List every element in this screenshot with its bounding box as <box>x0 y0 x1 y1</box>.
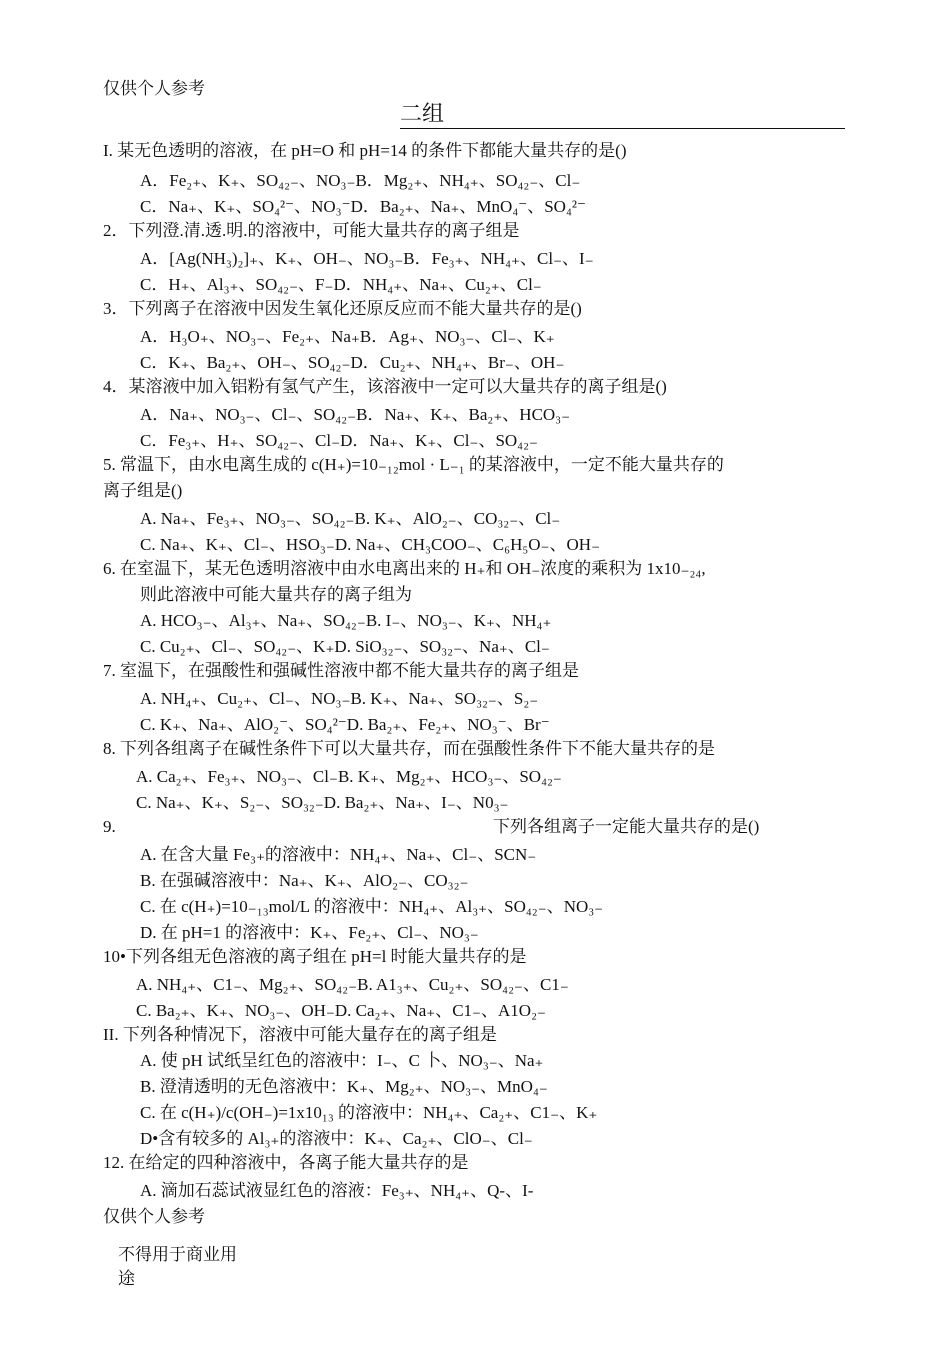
question-line: A. 使 pH 试纸呈红色的溶液中：I₋、C 卜、NO₃₋、Na₊ <box>140 1051 544 1070</box>
question-line: D•含有较多的 Al₃₊的溶液中：K₊、Ca₂₊、ClO₋、Cl₋ <box>140 1129 533 1148</box>
footer-disclaimer-line1: 不得用于商业用 <box>118 1245 237 1264</box>
footer-note: 仅供个人参考 <box>103 1207 205 1226</box>
question-line: C．Na₊、K₊、SO₄²⁻、NO₃⁻D．Ba₂₊、Na₊、MnO₄⁻、SO₄²⁻ <box>140 197 586 216</box>
question-line: 则此溶液中可能大量共存的离子组为 <box>140 585 412 604</box>
question-line: A．H₃O₊、NO₃₋、Fe₂₊、Na₊B．Ag₊、NO₃₋、Cl₋、K₊ <box>140 327 555 346</box>
question-line: B. 澄清透明的无色溶液中：K₊、Mg₂₊、NO₃₋、MnO₄₋ <box>140 1077 548 1096</box>
question-line: A．Fe₂₊、K₊、SO₄₂₋、NO₃₋B．Mg₂₊、NH₄₊、SO₄₂₋、Cl₋ <box>140 171 581 190</box>
question-line: C. 在 c(H₊)/c(OH₋)=1x10₁₃ 的溶液中：NH₄₊、Ca₂₊、C1₋、K₊ <box>140 1103 598 1122</box>
question-line: A. 在含大量 Fe₃₊的溶液中：NH₄₊、Na₊、Cl₋、SCN₋ <box>140 845 537 864</box>
question-line: A. Na₊、Fe₃₊、NO₃₋、SO₄₂₋B. K₊、AlO₂₋、CO₃₂₋、Cl₋ <box>140 509 561 528</box>
header-note: 仅供个人参考 <box>103 79 205 98</box>
question-line: C. Ba₂₊、K₊、NO₃₋、OH₋D. Ca₂₊、Na₊、C1₋、A1O₂₋ <box>136 1001 546 1020</box>
question-line: A. HCO₃₋、Al₃₊、Na₊、SO₄₂₋B. I₋、NO₃₋、K₊、NH₄₊ <box>140 611 552 630</box>
question-line: 5. 常温下，由水电离生成的 c(H₊)=10₋₁₂mol · L₋₁ 的某溶液中，一定不能大量共存的 <box>103 455 724 474</box>
question-line: 离子组是() <box>103 481 183 500</box>
question-line: A. Ca₂₊、Fe₃₊、NO₃₋、Cl₋B. K₊、Mg₂₊、HCO₃₋、SO₄₂₋ <box>136 767 562 786</box>
question-line: D. 在 pH=1 的溶液中：K₊、Fe₂₊、Cl₋、NO₃₋ <box>140 923 479 942</box>
question-line: A. 滴加石蕊试液显红色的溶液：Fe₃₊、NH₄₊、Q-、I- <box>140 1181 534 1200</box>
question-line: 2．下列澄.清.透.明.的溶液中，可能大量共存的离子组是 <box>103 221 520 240</box>
question-line: II. 下列各种情况下，溶液中可能大量存在的离子组是 <box>103 1025 497 1044</box>
question-line: 10•下列各组无色溶液的离子组在 pH=l 时能大量共存的是 <box>103 947 527 966</box>
question-line: C. Na₊、K₊、S₂₋、SO₃₂₋D. Ba₂₊、Na₊、I₋、N0₃₋ <box>136 793 509 812</box>
question-line: C．Fe₃₊、H₊、SO₄₂₋、Cl₋D．Na₊、K₊、Cl₋、SO₄₂₋ <box>140 431 538 450</box>
question-line: C．K₊、Ba₂₊、OH₋、SO₄₂₋D．Cu₂₊、NH₄₊、Br₋、OH₋ <box>140 353 565 372</box>
question-line: C. 在 c(H₊)=10₋₁₃mol/L 的溶液中：NH₄₊、Al₃₊、SO₄₂₋、NO₃₋ <box>140 897 604 916</box>
question-line: A. NH₄₊、C1₋、Mg₂₊、SO₄₂₋B. A1₃₊、Cu₂₊、SO₄₂₋、C1₋ <box>136 975 569 994</box>
footer-disclaimer-line2: 途 <box>118 1269 135 1288</box>
question-line: 12. 在给定的四种溶液中，各离子能大量共存的是 <box>103 1153 469 1172</box>
question-line: 4．某溶液中加入铝粉有氢气产生，该溶液中一定可以大量共存的离子组是() <box>103 377 667 396</box>
question-line: B. 在强碱溶液中：Na₊、K₊、AlO₂₋、CO₃₂₋ <box>140 871 469 890</box>
title-underline <box>400 128 845 129</box>
page-title: 二组 <box>400 101 445 126</box>
question-line: 7. 室温下，在强酸性和强碱性溶液中都不能大量共存的离子组是 <box>103 661 579 680</box>
question-line: I. 某无色透明的溶液，在 pH=O 和 pH=14 的条件下都能大量共存的是() <box>103 141 627 160</box>
question-line: C. K₊、Na₊、AlO₂⁻、SO₄²⁻D. Ba₂₊、Fe₂₊、NO₃⁻、Br⁻ <box>140 715 550 734</box>
question-line: 6. 在室温下，某无色透明溶液中由水电离出来的 H₊和 OH₋浓度的乘积为 1x10₋₂₄, <box>103 559 706 578</box>
question-line: C. Cu₂₊、Cl₋、SO₄₂₋、K₊D. SiO₃₂₋、SO₃₂₋、Na₊、Cl₋ <box>140 637 550 656</box>
question-line: A. NH₄₊、Cu₂₊、Cl₋、NO₃₋B. K₊、Na₊、SO₃₂₋、S₂₋ <box>140 689 539 708</box>
question-line: 3．下列离子在溶液中因发生氧化还原反应而不能大量共存的是() <box>103 299 582 318</box>
question-line: C. Na₊、K₊、Cl₋、HSO₃₋D. Na₊、CH₃COO₋、C₆H₅O₋、OH₋ <box>140 535 601 554</box>
question-line: 9. <box>103 817 116 836</box>
question-line: 下列各组离子一定能大量共存的是() <box>493 817 760 836</box>
question-line: A．[Ag(NH₃)₂]₊、K₊、OH₋、NO₃₋B．Fe₃₊、NH₄₊、Cl₋、I₋ <box>140 249 594 268</box>
question-line: 8. 下列各组离子在碱性条件下可以大量共存，而在强酸性条件下不能大量共存的是 <box>103 739 715 758</box>
question-line: A．Na₊、NO₃₋、Cl₋、SO₄₂₋B．Na₊、K₊、Ba₂₊、HCO₃₋ <box>140 405 571 424</box>
question-line: C．H₊、Al₃₊、SO₄₂₋、F₋D．NH₄₊、Na₊、Cu₂₊、Cl₋ <box>140 275 542 294</box>
